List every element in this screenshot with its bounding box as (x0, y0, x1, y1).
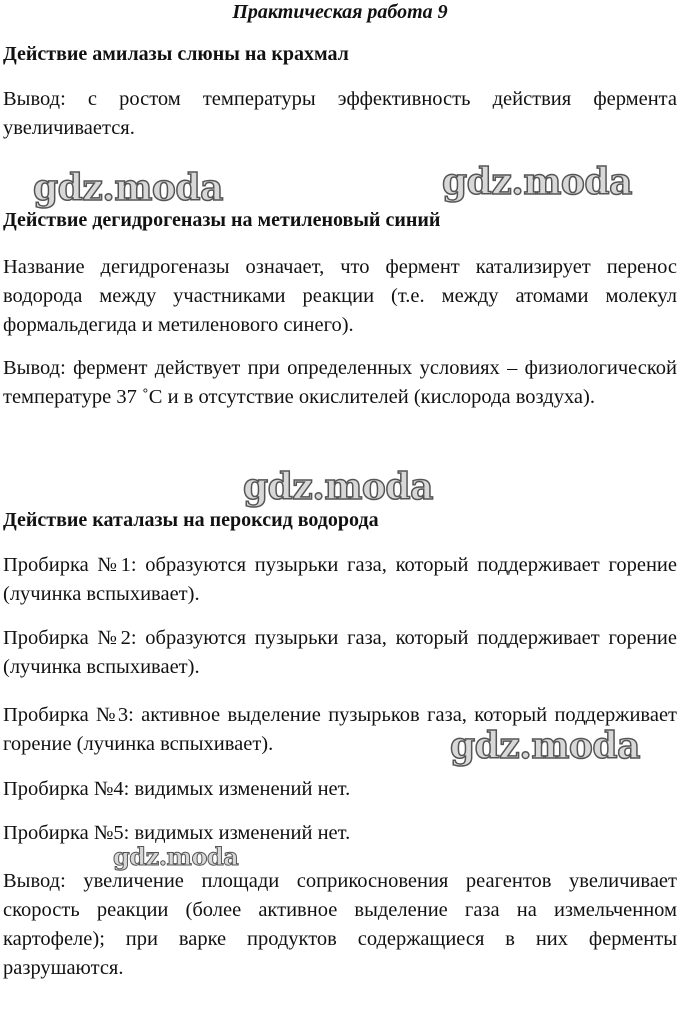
tube-4-result: Пробирка №4: видимых изменений нет. (3, 778, 351, 800)
watermark: gdz.moda (243, 466, 433, 508)
watermark: gdz.moda (113, 842, 239, 871)
tube-1-result: Пробирка №1: образуются пузырьки газа, который поддерживает горение (лучинка вспыхивает). (3, 554, 677, 605)
conclusion-dehydrogenase: Вывод: фермент действует при определенных условиях – физиологической температуре 37 ˚С и в отсутствие окислителей (кислорода воздуха). (3, 357, 677, 408)
tube-5-result: Пробирка №5: видимых изменений нет. (3, 822, 351, 844)
section-heading-catalase: Действие каталазы на пероксид водорода (3, 509, 379, 531)
section-heading-dehydrogenase: Действие дегидрогеназы на метиленовый синий (3, 209, 441, 231)
tube-3-result: Пробирка №3: активное выделение пузырьков газа, который поддерживает горение (лучинка вспыхивает). (3, 704, 677, 755)
conclusion-amylase: Вывод: с ростом температуры эффективность действия фермента увеличивается. (3, 88, 677, 139)
watermark: gdz.moda (33, 167, 223, 209)
tube-2-result: Пробирка №2: образуются пузырьки газа, который поддерживает горение (лучинка вспыхивает). (3, 627, 677, 678)
conclusion-catalase: Вывод: увеличение площади соприкосновения реагентов увеличивает скорость реакции (более активное выделение газа на измельченном картофеле); при варке продуктов содержащиеся в них ферменты разрушаются. (3, 870, 677, 979)
explanation-dehydrogenase: Название дегидрогеназы означает, что фермент катализирует перенос водорода между участниками реакции (т.е. между атомами молекул формальдегида и метиленового синего). (3, 256, 677, 336)
page-title: Практическая работа 9 (232, 1, 448, 23)
section-heading-amylase: Действие амилазы слюны на крахмал (3, 43, 349, 65)
watermark: gdz.moda (442, 161, 632, 203)
watermark: gdz.moda (450, 725, 640, 767)
